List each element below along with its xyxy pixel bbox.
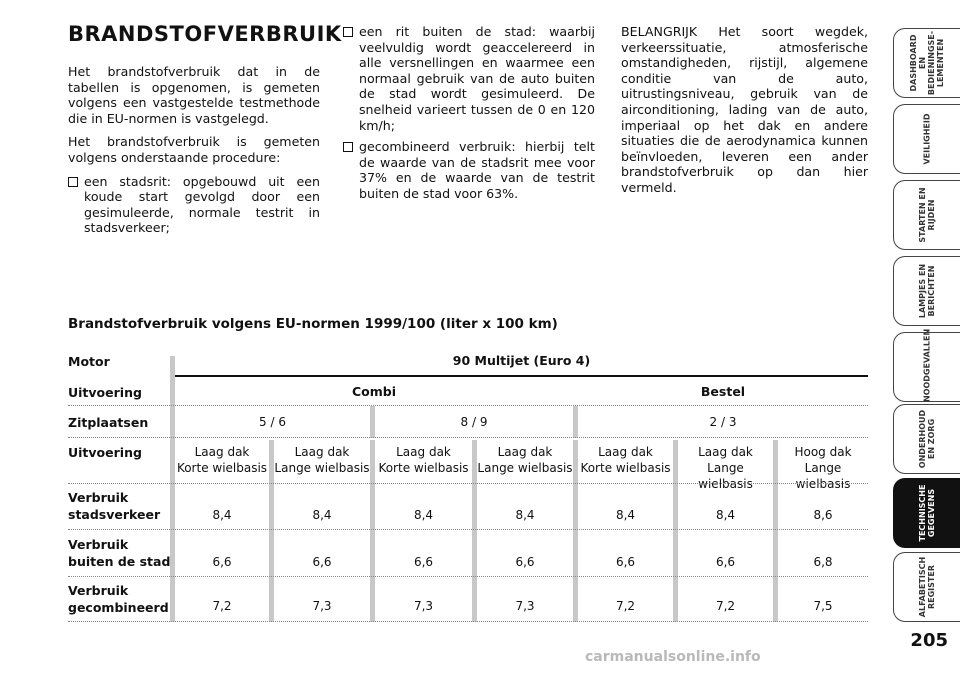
version-cell: Laag dak Lange wielbasis xyxy=(477,445,573,475)
value-cell: 7,3 xyxy=(312,599,332,613)
value-cell: 6,6 xyxy=(212,555,232,569)
tab-label: NOODGEVALLEN xyxy=(922,328,932,402)
header-rule xyxy=(175,375,868,377)
text-column-1 xyxy=(68,64,320,242)
tab-label: STARTEN EN RIJDEN xyxy=(918,187,936,243)
tab-technische-gegevens[interactable] xyxy=(893,478,960,548)
tab-starten[interactable] xyxy=(893,180,960,250)
table-title: Brandstofverbruik volgens EU-normen 1999/100 (liter x 100 km) xyxy=(68,316,558,332)
row-label-stad: Verbruik stadsverkeer xyxy=(68,490,161,522)
value-cell: 7,2 xyxy=(715,599,736,613)
value-cell: 8,4 xyxy=(413,508,434,522)
tab-veiligheid[interactable] xyxy=(893,104,960,174)
checkbox-bullet-icon xyxy=(343,142,353,152)
value-cell: 8,4 xyxy=(515,508,535,522)
value-cell: 6,6 xyxy=(515,555,535,569)
bullet-combined-text: gecombineerd verbruik: hierbij telt de waarde van de stadsrit mee voor 37% en de waarde van de testrit buiten de stad voor 63%. xyxy=(359,139,595,201)
row-label-buiten: Verbruik buiten de stad xyxy=(68,537,171,569)
version-cell: Laag dak Korte wielbasis xyxy=(580,445,671,475)
value-cell: 8,4 xyxy=(312,508,332,522)
combi-header: Combi xyxy=(351,384,397,399)
page-number: 205 xyxy=(910,630,948,651)
value-cell: 6,6 xyxy=(312,555,332,569)
row-label-uitvoering: Uitvoering xyxy=(68,385,142,400)
version-cell: Laag dak Korte wielbasis xyxy=(378,445,469,475)
bullet-city-text: een stadsrit: opgebouwd uit een koude start gevolgd door een gesimuleerde, normale testrit in stadsverkeer; xyxy=(84,173,320,236)
value-cell: 6,8 xyxy=(813,555,833,569)
bullet-city xyxy=(68,174,320,236)
bullet-extra-urban-text: een rit buiten de stad: waarbij veelvuldig wordt geaccelereerd in alle versnellingen en waarmee een normaal gebruik van de auto buiten de stad wordt gesimuleerd. De snelheid varieert tussen de 0 en 120 km/h; xyxy=(359,24,595,133)
seats-cell: 5 / 6 xyxy=(259,415,286,429)
tab-label: DASHBOARD EN BEDIENINGSE- LEMENTEN xyxy=(909,30,945,96)
page-title: BRANDSTOFVERBRUIK xyxy=(68,22,342,46)
row-divider xyxy=(68,576,868,577)
tab-lampjes[interactable] xyxy=(893,256,960,326)
row-divider xyxy=(68,483,868,484)
value-cell: 8,4 xyxy=(212,508,232,522)
value-cell: 7,2 xyxy=(615,599,636,613)
row-label-gecombineerd: Verbruik gecombineerd xyxy=(68,583,169,615)
intro-paragraph: Het brandstofverbruik dat in de tabellen is opgenomen, is gemeten volgens een vastgestelde testmethode die in EU-normen is vastgelegd. xyxy=(68,64,320,126)
bullet-extra-urban xyxy=(343,24,595,133)
text-column-3 xyxy=(621,24,868,204)
engine-header: 90 Multijet (Euro 4) xyxy=(452,353,591,368)
tab-dashboard[interactable] xyxy=(893,28,960,98)
value-cell: 7,5 xyxy=(813,599,833,613)
tab-label: ONDERHOUD EN ZORG xyxy=(918,409,936,469)
value-cell: 8,4 xyxy=(715,508,736,522)
seats-cell: 2 / 3 xyxy=(709,415,737,429)
version-cell: Hoog dak Lange wielbasis xyxy=(794,445,852,491)
checkbox-bullet-icon xyxy=(68,177,78,187)
row-label-zitplaatsen: Zitplaatsen xyxy=(68,415,149,430)
watermark: carmanualsonline.info xyxy=(585,649,761,665)
chapter-tabs xyxy=(893,0,960,620)
bestel-header: Bestel xyxy=(700,384,746,399)
important-note: BELANGRIJK Het soort wegdek, verkeerssituatie, atmosferische omstandigheden, rijstijl, algemene conditie van de auto, uitrustingsniveau, gebruik van de airconditioning, lading van de auto, imperiaal op het dak en andere situaties die de aerodynamica kunnen beïnvloeden, leveren een ander brandstofverbruik op dan hier vermeld. xyxy=(621,24,868,195)
value-cell: 6,6 xyxy=(615,555,636,569)
tab-noodgevallen[interactable] xyxy=(893,328,960,402)
text-column-2 xyxy=(343,24,595,208)
seats-cell: 8 / 9 xyxy=(460,415,488,429)
checkbox-bullet-icon xyxy=(343,27,353,37)
tab-label: VEILIGHEID xyxy=(922,113,932,165)
tab-register[interactable] xyxy=(893,552,960,622)
procedure-paragraph: Het brandstofverbruik is gemeten volgens onderstaande procedure: xyxy=(68,134,320,165)
version-cell: Laag dak Korte wielbasis xyxy=(176,445,268,475)
tab-label: TECHNISCHE GEGEVENS xyxy=(918,484,936,542)
row-divider xyxy=(68,437,868,438)
value-cell: 7,3 xyxy=(515,599,535,613)
value-cell: 7,3 xyxy=(413,599,434,613)
value-cell: 6,6 xyxy=(715,555,736,569)
tab-onderhoud[interactable] xyxy=(893,404,960,474)
value-cell: 8,6 xyxy=(813,508,833,522)
version-cell: Laag dak Lange wielbasis xyxy=(274,445,370,475)
bullet-combined xyxy=(343,139,595,201)
row-label-uitvoering-2: Uitvoering xyxy=(68,445,142,460)
tab-label: ALFABETISCH REGISTER xyxy=(918,556,936,618)
row-divider xyxy=(68,405,868,406)
version-cell: Laag dak Lange wielbasis xyxy=(698,445,753,491)
row-label-motor: Motor xyxy=(68,354,110,369)
row-divider xyxy=(68,621,868,622)
value-cell: 7,2 xyxy=(212,599,232,613)
value-cell: 6,6 xyxy=(413,555,434,569)
value-cell: 8,4 xyxy=(615,508,636,522)
row-divider xyxy=(68,529,868,530)
tab-label: LAMPJES EN BERICHTEN xyxy=(918,263,936,319)
